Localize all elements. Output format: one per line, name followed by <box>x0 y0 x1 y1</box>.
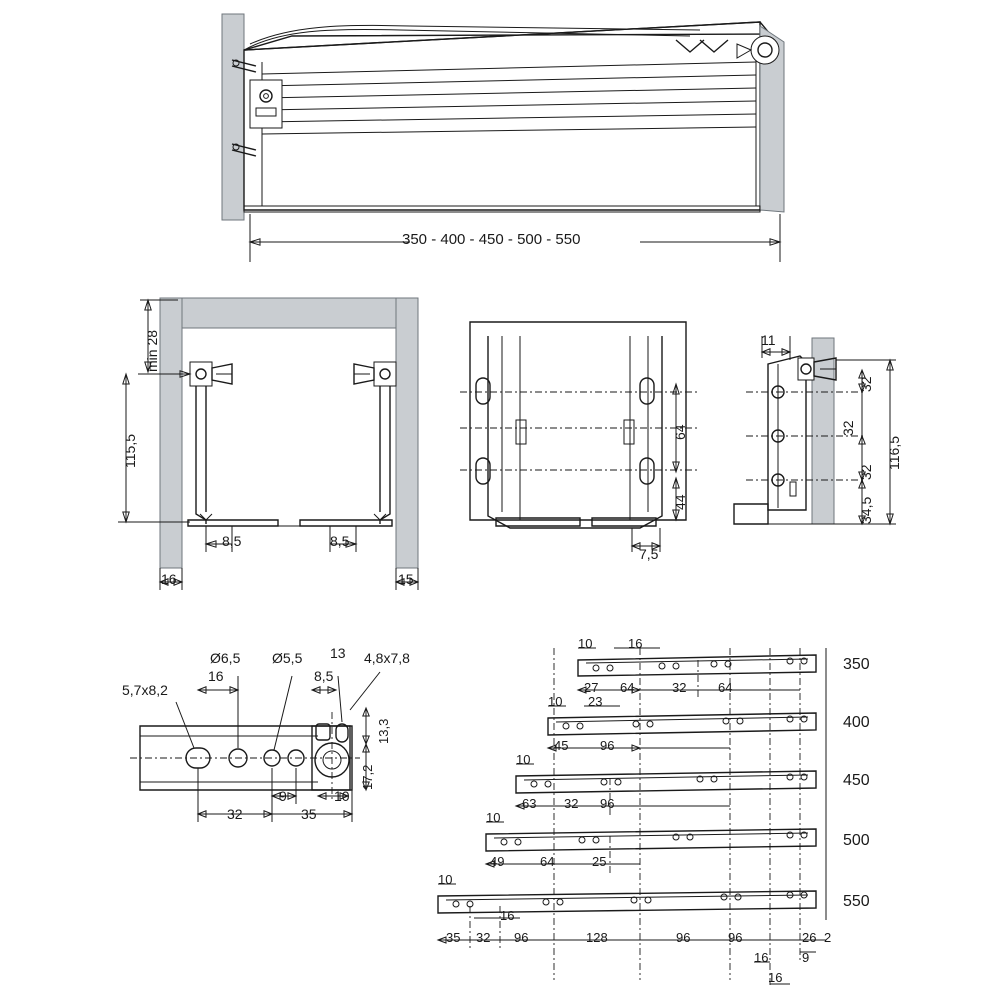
rail-550-bot-128: 128 <box>586 930 608 945</box>
side-345-label: 34,5 <box>858 496 874 524</box>
rail-right-16a: 16 <box>754 950 769 965</box>
hole-85-label: 8,5 <box>314 668 334 684</box>
rail-450-bot-63: 63 <box>522 796 537 811</box>
rail-450-top-10: 10 <box>516 752 531 767</box>
hole-172-label: 17,2 <box>360 764 375 790</box>
bracket-front-view <box>460 322 700 552</box>
rail-550-top-10: 10 <box>438 872 453 887</box>
side-32-top-label: 32 <box>858 376 874 392</box>
hole-13-label: 13 <box>330 645 346 661</box>
bracket-75-label: 7,5 <box>639 546 659 562</box>
top-view-drawer <box>222 14 784 220</box>
rail-550-bot-96b: 96 <box>676 930 691 945</box>
rail-size-500: 500 <box>843 832 870 849</box>
rail-500-bot-49: 49 <box>490 854 505 869</box>
side-32-low-label: 32 <box>858 464 874 480</box>
front-inner-left-label: 8,5 <box>222 533 242 549</box>
rail-row-450 <box>516 764 816 816</box>
hole-55-label: Ø5,5 <box>272 650 303 666</box>
rail-size-400: 400 <box>843 714 870 731</box>
bracket-44-label: 44 <box>672 494 688 510</box>
rail-450-bot-96: 96 <box>600 796 615 811</box>
hole-9-label: 9 <box>279 788 287 804</box>
rail-350-bot-64a: 64 <box>620 680 635 695</box>
front-height-label: 115,5 <box>122 434 138 468</box>
rail-right-2: 2 <box>824 930 832 945</box>
rail-500-bot-25: 25 <box>592 854 607 869</box>
rail-500-top-10: 10 <box>486 810 501 825</box>
rail-500-bot-64: 64 <box>540 854 555 869</box>
hole-16-label: 16 <box>208 668 224 684</box>
rail-400-top-23: 23 <box>588 694 603 709</box>
hole-slot-left-label: 5,7x8,2 <box>122 682 168 698</box>
rail-size-450: 450 <box>843 772 870 789</box>
hole-35-label: 35 <box>301 806 317 822</box>
rail-right-9: 9 <box>802 950 810 965</box>
rail-400-bot-45: 45 <box>554 738 569 753</box>
rail-550-bot-32: 32 <box>476 930 491 945</box>
hole-slot-right-label: 4,8x7,8 <box>364 650 410 666</box>
rail-right-26: 26 <box>802 930 817 945</box>
side-11-label: 11 <box>761 332 776 348</box>
front-min-28-label: min 28 <box>144 329 160 372</box>
rail-row-400 <box>548 706 816 751</box>
rail-row-550 <box>438 884 826 984</box>
hole-65-label: Ø6,5 <box>210 650 241 666</box>
rail-size-350: 350 <box>843 656 870 673</box>
front-panel-right-label: 15 <box>398 571 414 587</box>
rail-row-350 <box>578 648 816 700</box>
rail-550-bot-35: 35 <box>446 930 461 945</box>
rail-550-bot-96c: 96 <box>728 930 743 945</box>
rail-350-top-10: 10 <box>578 636 593 651</box>
rail-400-bot-96: 96 <box>600 738 615 753</box>
rail-550-bot-96a: 96 <box>514 930 529 945</box>
front-panel-left-label: 16 <box>161 571 177 587</box>
side-1165-label: 116,5 <box>886 436 902 470</box>
hole-10-label: 10 <box>334 788 350 804</box>
rail-right-16b: 16 <box>768 970 783 985</box>
top-view-length-label: 350 - 400 - 450 - 500 - 550 <box>402 231 581 248</box>
rail-450-bot-32: 32 <box>564 796 579 811</box>
rail-350-top-16: 16 <box>628 636 643 651</box>
rail-400-top-10: 10 <box>548 694 563 709</box>
hole-32-label: 32 <box>227 806 243 822</box>
rail-350-bot-32: 32 <box>672 680 687 695</box>
rail-350-bot-64b: 64 <box>718 680 733 695</box>
front-inner-right-label: 8,5 <box>330 533 350 549</box>
rail-350-bot-27: 27 <box>584 680 599 695</box>
rail-row-500 <box>486 822 816 874</box>
rail-550-top-16: 16 <box>500 908 515 923</box>
side-32-mid-label: 32 <box>840 420 856 436</box>
front-section-view <box>118 298 418 590</box>
bracket-64-label: 64 <box>672 424 688 440</box>
hole-133-label: 13,3 <box>376 718 391 744</box>
rail-size-550: 550 <box>843 893 870 910</box>
